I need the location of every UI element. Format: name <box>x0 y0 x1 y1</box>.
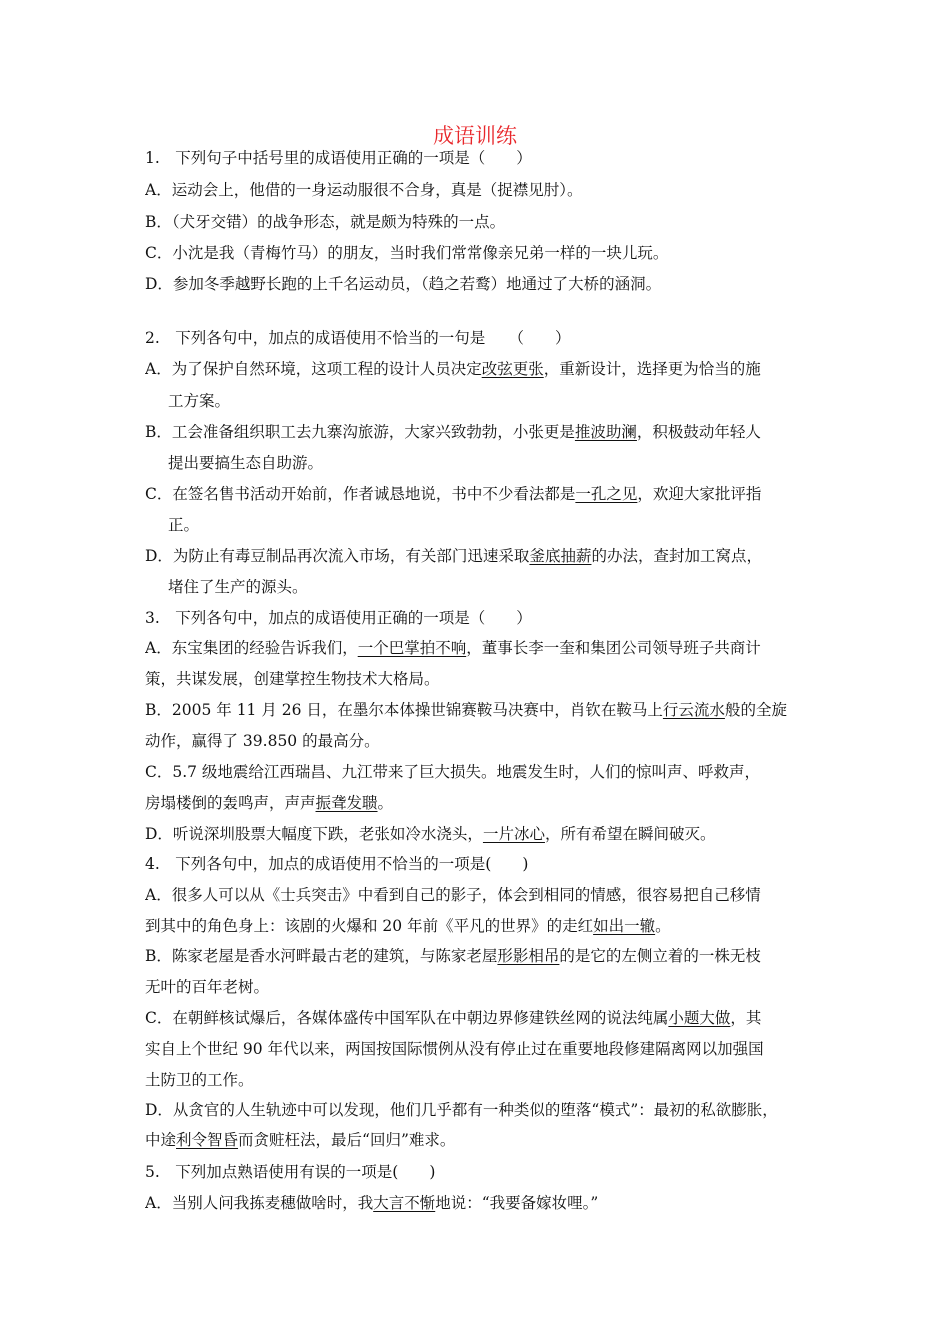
q4-option-d-cont <box>145 1129 815 1151</box>
text: 。 <box>377 794 394 812</box>
q2-option-b-cont: 提出要搞生态自助游。 <box>168 454 324 472</box>
q4-option-b-cont: 无叶的百年老树。 <box>145 978 270 996</box>
text: D．听说深圳股票大幅度下跌，老张如冷水浇头， <box>145 825 483 843</box>
underlined-idiom: 一孔之见 <box>575 485 638 503</box>
q2-option-c <box>145 483 815 505</box>
underlined-idiom: 振聋发聩 <box>315 794 378 812</box>
text: ，欢迎大家批评指 <box>637 485 762 503</box>
text: 的办法，查封加工窝点， <box>591 547 762 565</box>
q5-stem: 5. 下列加点熟语使用有误的一项是( ) <box>145 1163 436 1181</box>
q3-option-a-cont: 策，共谋发展，创建掌控生物技术大格局。 <box>145 670 440 688</box>
q4-option-d: D．从贪官的人生轨迹中可以发现，他们几乎都有一种类似的堕落“模式”：最初的私欲膨胀， <box>145 1101 778 1119</box>
q3-option-b-cont: 动作，赢得了 39.850 的最高分。 <box>145 732 380 750</box>
q2-option-d-cont: 堵住了生产的源头。 <box>168 578 308 596</box>
underlined-idiom: 一片冰心 <box>482 825 545 843</box>
text: 中途 <box>145 1131 177 1149</box>
page-title: 成语训练 <box>433 124 517 148</box>
text: ，所有希望在瞬间破灭。 <box>544 825 716 843</box>
text: 房塌楼倒的轰鸣声，声声 <box>145 794 316 812</box>
text: A．当别人问我拣麦穗做啥时，我 <box>145 1194 374 1212</box>
q2-option-b <box>145 421 815 443</box>
q3-option-d <box>145 823 815 845</box>
text: 般的全旋 <box>724 701 787 719</box>
q2-option-c-cont: 正。 <box>168 516 200 534</box>
q1-option-c: C．小沈是我（青梅竹马）的朋友，当时我们常常像亲兄弟一样的一块儿玩。 <box>145 244 669 262</box>
underlined-idiom: 釜底抽薪 <box>529 547 592 565</box>
q4-option-b <box>145 945 815 967</box>
q4-option-c-line2: 实自上个世纪 90 年代以来，两国按国际惯例从没有停止过在重要地段修建隔离网以加强国 <box>145 1040 764 1058</box>
text: 而贪赃枉法，最后“回归”难求。 <box>238 1131 456 1149</box>
underlined-idiom: 一个巴掌拍不响 <box>357 639 467 657</box>
q4-option-c-line3: 土防卫的工作。 <box>145 1071 254 1089</box>
text: 。 <box>655 917 671 935</box>
q3-stem: 3. 下列各句中，加点的成语使用正确的一项是（ ） <box>145 609 532 627</box>
q2-option-a-cont: 工方案。 <box>168 392 231 410</box>
text: 到其中的角色身上：该剧的火爆和 20 年前《平凡的世界》的走红 <box>145 917 594 935</box>
underlined-idiom: 大言不惭 <box>373 1194 436 1212</box>
underlined-idiom: 如出一辙 <box>593 917 656 935</box>
q5-option-a <box>145 1192 815 1214</box>
q4-option-a: A．很多人可以从《士兵突击》中看到自己的影子，体会到相同的情感，很容易把自己移情 <box>145 886 761 904</box>
q4-stem: 4. 下列各句中，加点的成语使用不恰当的一项是( ) <box>145 855 529 873</box>
q3-option-a <box>145 637 815 659</box>
text: A．东宝集团的经验告诉我们， <box>145 639 358 657</box>
q2-stem: 2. 下列各句中，加点的成语使用不恰当的一句是 （ ） <box>145 329 571 347</box>
text: 地说：“我要备嫁妆哩。” <box>435 1194 599 1212</box>
q1-option-b: B．（犬牙交错）的战争形态，就是颇为特殊的一点。 <box>145 213 506 231</box>
q1-option-d: D．参加冬季越野长跑的上千名运动员，（趋之若鹜）地通过了大桥的涵洞。 <box>145 275 662 293</box>
q4-option-a-cont <box>145 915 815 937</box>
q3-option-c: C．5.7 级地震给江西瑞昌、九江带来了巨大损失。地震发生时，人们的惊叫声、呼救声， <box>145 763 760 781</box>
text: B．2005 年 11 月 26 日，在墨尔本体操世锦赛鞍马决赛中，肖钦在鞍马上 <box>145 701 663 719</box>
q2-option-d <box>145 545 815 567</box>
underlined-idiom: 小题大做 <box>668 1009 731 1027</box>
underlined-idiom: 利令智昏 <box>176 1131 239 1149</box>
text: C．在签名售书活动开始前，作者诚恳地说，书中不少看法都是 <box>145 485 576 503</box>
q2-option-a <box>145 358 815 380</box>
text: ，其 <box>730 1009 762 1027</box>
q1-option-a: A．运动会上，他借的一身运动服很不合身，真是（捉襟见肘）。 <box>145 181 583 199</box>
q1-stem: 1. 下列句子中括号里的成语使用正确的一项是（ ） <box>145 149 532 167</box>
text: 的是它的左侧立着的一株无枝 <box>559 947 761 965</box>
text: C．在朝鲜核试爆后，各媒体盛传中国军队在中朝边界修建铁丝网的说法纯属 <box>145 1009 669 1027</box>
text: A．为了保护自然环境，这项工程的设计人员决定 <box>145 360 482 378</box>
underlined-idiom: 推波助澜 <box>574 423 637 441</box>
q3-option-b <box>145 699 815 721</box>
underlined-idiom: 行云流水 <box>662 701 725 719</box>
text: D．为防止有毒豆制品再次流入市场，有关部门迅速采取 <box>145 547 530 565</box>
q3-option-c-cont <box>145 792 815 814</box>
text: ，积极鼓动年轻人 <box>636 423 761 441</box>
text: ，重新设计，选择更为恰当的施 <box>543 360 761 378</box>
text: B．陈家老屋是香水河畔最古老的建筑，与陈家老屋 <box>145 947 498 965</box>
underlined-idiom: 形影相吊 <box>497 947 560 965</box>
text: B．工会准备组织职工去九寨沟旅游，大家兴致勃勃，小张更是 <box>145 423 575 441</box>
q4-option-c <box>145 1007 815 1029</box>
text: ，董事长李一奎和集团公司领导班子共商计 <box>466 639 761 657</box>
underlined-idiom: 改弦更张 <box>481 360 544 378</box>
